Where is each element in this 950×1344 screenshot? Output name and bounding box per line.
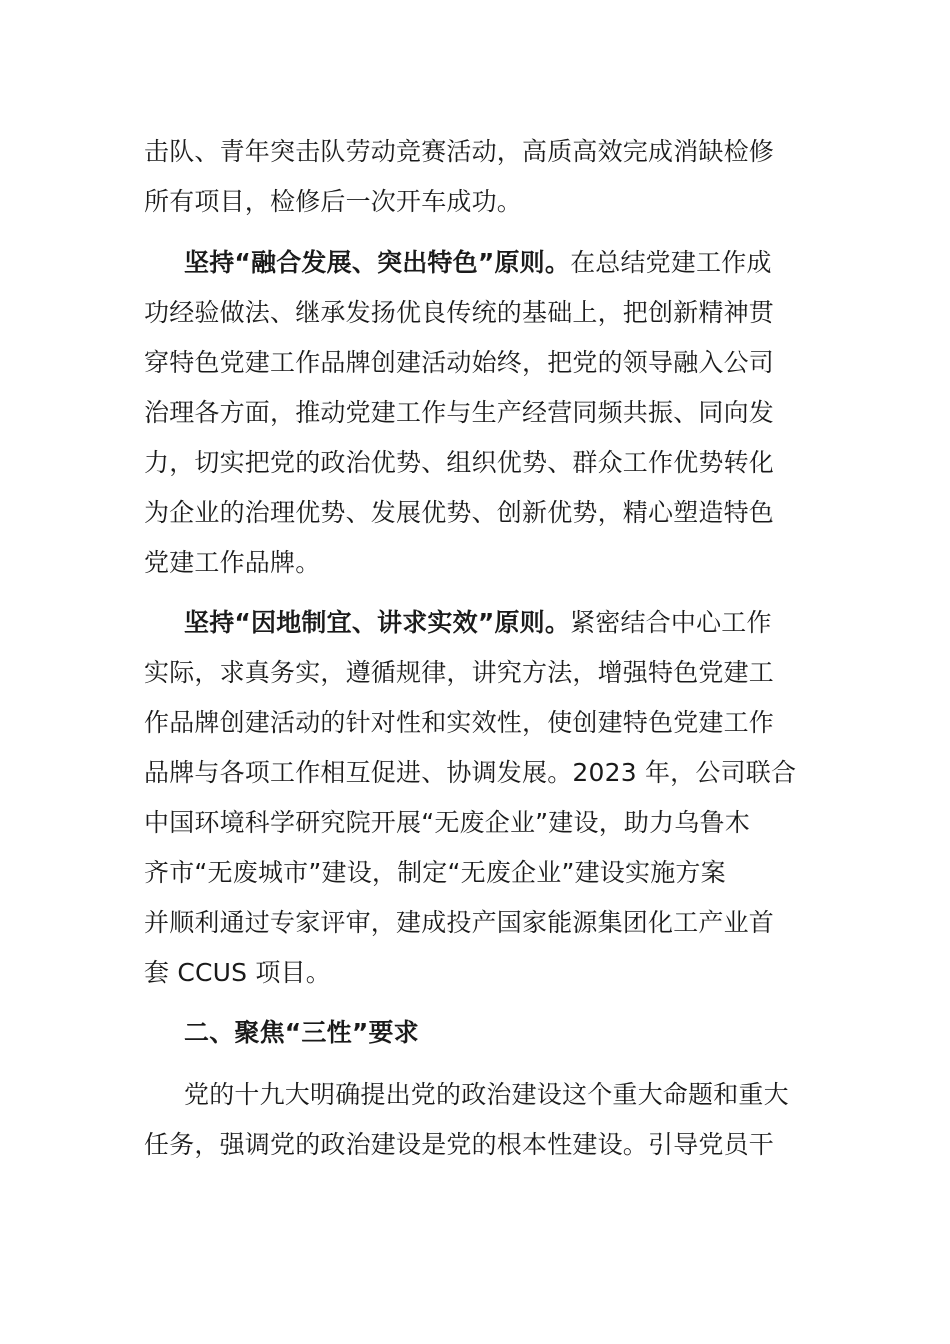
paragraph-political-building (144, 1070, 808, 1170)
text-line: 齐市“无废城市”建设，制定“无废企业”建设实施方案 (144, 858, 726, 887)
paragraph-heading: 坚持“因地制宜、讲求实效”原则。 (184, 608, 571, 637)
text-line: 中国环境科学研究院开展“无废企业”建设，助力乌鲁木 (144, 808, 750, 837)
text-line: 治理各方面，推动党建工作与生产经营同频共振、同向发 (144, 398, 775, 427)
text-line: 实际，求真务实，遵循规律，讲究方法，增强特色党建工 (144, 658, 775, 687)
paragraph-first-line (144, 238, 808, 288)
paragraph-principle-effectiveness (144, 598, 808, 998)
paragraph-first-line (144, 598, 808, 648)
paragraph-principle-integration (144, 238, 808, 588)
text-line: 功经验做法、继承发扬优良传统的基础上，把创新精神贯 (144, 298, 775, 327)
text-line: 击队、青年突击队劳动竞赛活动，高质高效完成消缺检修 (144, 137, 775, 166)
text-line: 套 CCUS 项目。 (144, 958, 331, 987)
text-line: 为企业的治理优势、发展优势、创新优势，精心塑造特色 (144, 498, 775, 527)
text-line: 任务，强调党的政治建设是党的根本性建设。引导党员干 (144, 1130, 775, 1159)
text-line: 党建工作品牌。 (144, 548, 321, 577)
text-line: 并顺利通过专家评审，建成投产国家能源集团化工产业首 (144, 908, 775, 937)
paragraph-continuation (144, 127, 808, 227)
text-line: 品牌与各项工作相互促进、协调发展。2023 年，公司联合 (144, 758, 797, 787)
section-heading-block (144, 1008, 808, 1058)
text-run: 紧密结合中心工作 (570, 608, 772, 637)
section-heading: 二、聚焦“三性”要求 (184, 1018, 419, 1047)
text-run: 在总结党建工作成 (570, 248, 772, 277)
text-line: 党的十九大明确提出党的政治建设这个重大命题和重大 (184, 1080, 789, 1109)
text-line: 穿特色党建工作品牌创建活动始终，把党的领导融入公司 (144, 348, 775, 377)
text-line: 力，切实把党的政治优势、组织优势、群众工作优势转化 (144, 448, 775, 477)
paragraph-heading: 坚持“融合发展、突出特色”原则。 (184, 248, 571, 277)
text-line: 作品牌创建活动的针对性和实效性，使创建特色党建工作 (144, 708, 775, 737)
text-line: 所有项目，检修后一次开车成功。 (144, 187, 523, 216)
